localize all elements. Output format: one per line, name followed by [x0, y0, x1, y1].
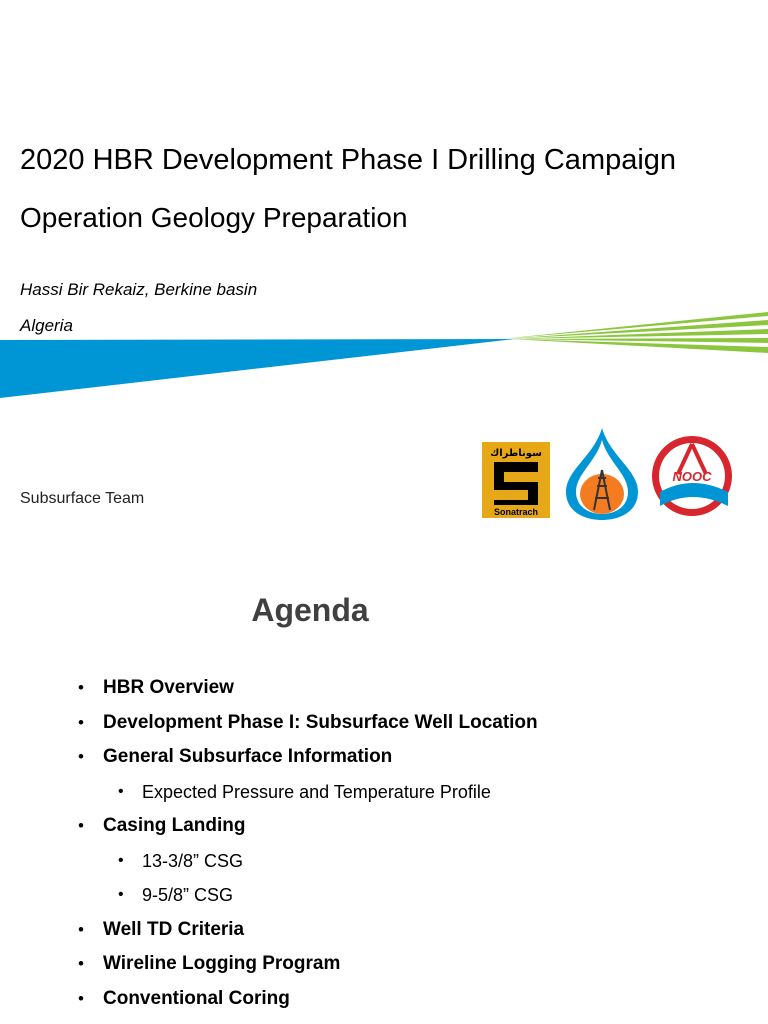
bullet-icon: • [118, 886, 124, 903]
bullet-icon: • [118, 851, 124, 869]
agenda-item [0, 917, 768, 952]
bullet-icon: • [78, 712, 84, 732]
slide-title-line2: Operation Geology Preparation [20, 202, 408, 233]
agenda-item [0, 779, 768, 814]
slide-title: 2020 HBR Development Phase I Drilling Campaign [20, 144, 677, 176]
agenda-list [0, 675, 768, 1020]
bullet-icon: • [118, 782, 124, 800]
agenda-item [0, 848, 768, 883]
sonatrach-label: Sonatrach [493, 507, 539, 517]
team-label: Subsurface Team [20, 490, 145, 507]
agenda-item-text: HBR Overview [103, 677, 234, 698]
agenda-item-text: 13-3/8” CSG [142, 850, 244, 871]
bullet-icon: • [78, 919, 84, 939]
agenda-item-text: 9-5/8” CSG [142, 885, 234, 905]
agenda-item [0, 813, 768, 848]
subtitle-location: Hassi Bir Rekaiz, Berkine basin [20, 280, 258, 299]
agenda-heading: Agenda [251, 592, 369, 628]
subtitle-country: Algeria [20, 316, 73, 335]
agenda-item [0, 882, 768, 917]
agenda-item-text: Conventional Coring [103, 987, 290, 1009]
agenda-item-text: Casing Landing [103, 815, 246, 836]
agenda-item [0, 710, 768, 745]
agenda-item [0, 744, 768, 779]
agenda-item [0, 675, 768, 710]
bullet-icon: • [78, 954, 84, 973]
sonatrach-logo [482, 442, 550, 518]
agenda-item-text: Development Phase I: Subsurface Well Location [103, 711, 538, 733]
drop-logo [566, 428, 638, 520]
partner-logos [482, 426, 744, 520]
bullet-icon: • [78, 678, 84, 697]
agenda-item-text: Expected Pressure and Temperature Profile [142, 781, 491, 802]
agenda-item [0, 986, 768, 1021]
bullet-icon: • [78, 816, 84, 835]
cnooc-label: NOOC [672, 469, 712, 484]
cnooc-logo [652, 436, 732, 516]
agenda-item-text: General Subsurface Information [103, 746, 393, 767]
bullet-icon: • [78, 988, 84, 1008]
brand-swoosh [0, 308, 768, 400]
agenda-item-text: Wireline Logging Program [103, 953, 341, 974]
sonatrach-arabic-text: سوناطراك [490, 448, 542, 459]
agenda-item [0, 951, 768, 986]
agenda-item-text: Well TD Criteria [103, 918, 245, 940]
bullet-icon: • [78, 747, 84, 766]
